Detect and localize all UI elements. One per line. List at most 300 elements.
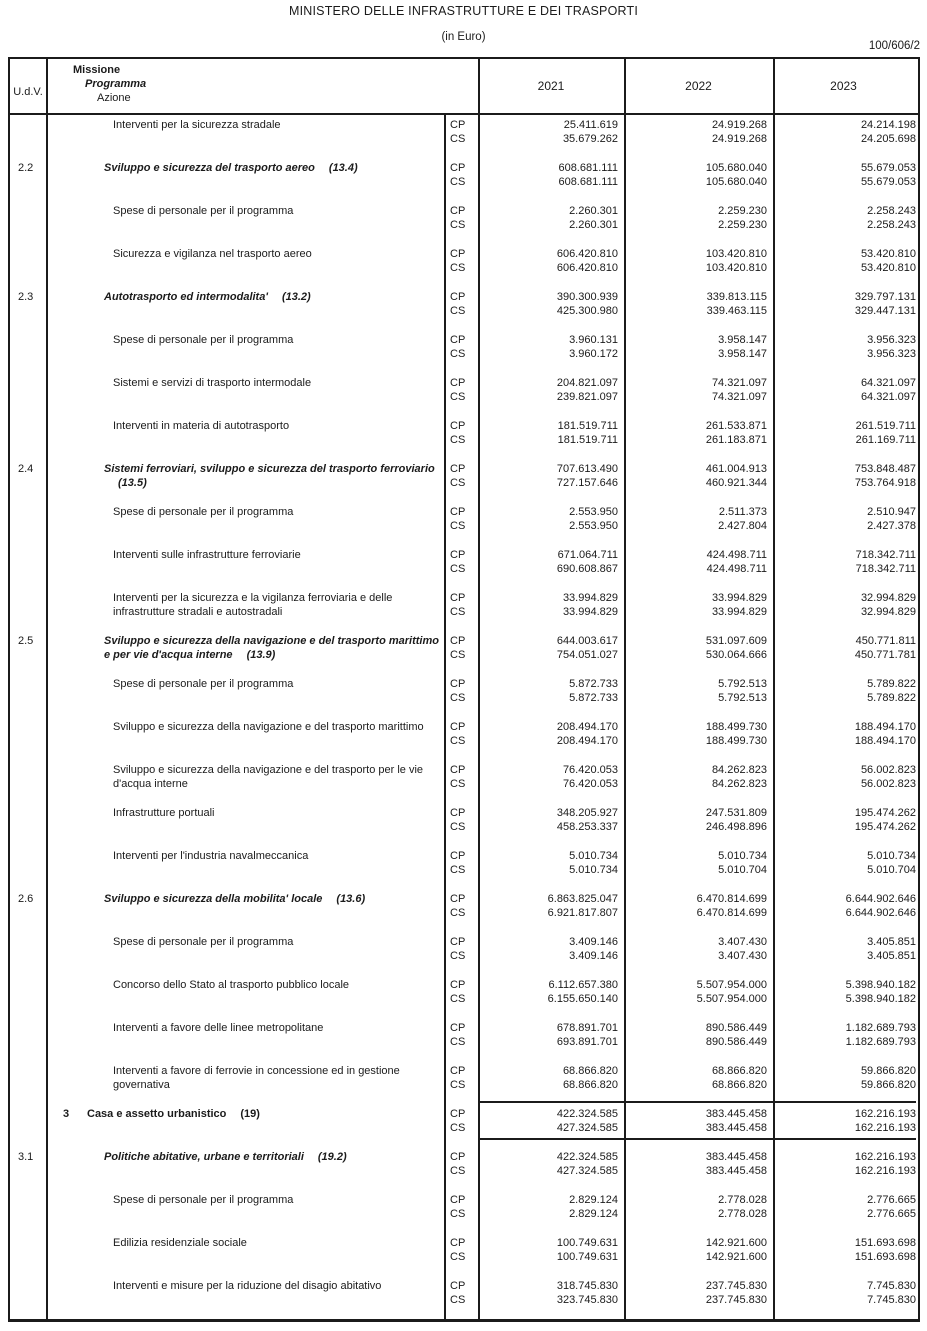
cp-cs-labels (450, 333, 480, 361)
value-cp-2022: 84.262.823 (711, 764, 767, 776)
value-column-2022 (624, 1236, 767, 1264)
udv-cell: 2.6 (18, 893, 34, 905)
cs-label: CS (450, 821, 466, 833)
value-cs-2021: 181.519.711 (557, 434, 618, 446)
value-cp-2023: 3.956.323 (867, 334, 916, 346)
value-cs-2023: 3.956.323 (867, 348, 916, 360)
row-label (113, 247, 433, 261)
row-label-text: Politiche abitative, urbane e territoriali (104, 1151, 304, 1163)
row-label (113, 763, 433, 791)
value-cp-2023: 753.848.487 (854, 463, 916, 475)
value-cs-2023: 162.216.193 (854, 1165, 916, 1177)
cp-cs-labels (450, 935, 480, 963)
table-row (10, 161, 918, 191)
cp-label: CP (450, 721, 466, 733)
value-column-2021 (478, 1064, 618, 1092)
table-row (10, 978, 918, 1008)
value-cs-2022: 3.407.430 (718, 950, 767, 962)
table-row (10, 634, 918, 664)
value-cp-2021: 6.863.825.047 (547, 893, 618, 905)
cp-label: CP (450, 334, 466, 346)
header-programma: Programma (85, 78, 147, 90)
row-label-text: Sviluppo e sicurezza del trasporto aereo (104, 162, 315, 174)
cs-label: CS (450, 1079, 466, 1091)
cp-label: CP (450, 936, 466, 948)
cp-label: CP (450, 506, 466, 518)
row-label (87, 1107, 437, 1121)
value-column-2023 (773, 376, 916, 404)
value-cs-2022: 68.866.820 (711, 1079, 767, 1091)
value-cp-2023: 2.510.947 (867, 506, 916, 518)
cp-cs-labels (450, 505, 480, 533)
value-column-2023 (773, 419, 916, 447)
cp-cs-labels (450, 806, 480, 834)
value-column-2021 (478, 892, 618, 920)
table-row (10, 892, 918, 922)
value-cs-2023: 2.776.665 (867, 1208, 916, 1220)
value-cp-2023: 5.789.822 (867, 678, 916, 690)
value-cs-2022: 339.463.115 (706, 305, 767, 317)
row-label-text: Sicurezza e vigilanza nel trasporto aereo (113, 248, 312, 260)
row-label (113, 1236, 433, 1250)
value-cs-2023: 56.002.823 (860, 778, 916, 790)
row-label (113, 419, 433, 433)
value-cs-2021: 754.051.027 (556, 649, 618, 661)
cp-label: CP (450, 979, 466, 991)
value-column-2022 (624, 204, 767, 232)
value-cp-2021: 68.866.820 (562, 1065, 618, 1077)
value-cp-2021: 671.064.711 (557, 549, 618, 561)
value-cs-2023: 188.494.170 (854, 735, 916, 747)
cs-label: CS (450, 262, 466, 274)
udv-cell: 2.4 (18, 463, 34, 475)
value-cp-2023: 53.420.810 (860, 248, 916, 260)
value-cp-2021: 76.420.053 (562, 764, 618, 776)
cs-label: CS (450, 907, 466, 919)
value-column-2021 (478, 161, 618, 189)
table-row (10, 204, 918, 234)
cp-label: CP (450, 1065, 466, 1077)
row-label-text: Interventi e misure per la riduzione del disagio abitativo (113, 1280, 382, 1292)
value-column-2021 (478, 1150, 618, 1178)
value-cs-2023: 753.764.918 (854, 477, 916, 489)
value-column-2023 (773, 763, 916, 791)
value-cs-2023: 2.258.243 (867, 219, 916, 231)
cp-label: CP (450, 420, 466, 432)
cp-label: CP (450, 549, 466, 561)
table-row (10, 1064, 918, 1094)
value-cp-2023: 64.321.097 (860, 377, 916, 389)
cp-label: CP (450, 1022, 466, 1034)
value-cp-2021: 204.821.097 (556, 377, 618, 389)
cp-label: CP (450, 1108, 466, 1120)
cp-cs-labels (450, 1279, 480, 1307)
value-column-2023 (773, 591, 916, 619)
row-label-text: Sviluppo e sicurezza della mobilita' locale (104, 893, 323, 905)
table-row (10, 806, 918, 836)
value-cp-2023: 5.398.940.182 (845, 979, 916, 991)
value-cs-2021: 68.866.820 (562, 1079, 618, 1091)
value-column-2021 (478, 548, 618, 576)
cs-label: CS (450, 391, 466, 403)
value-cs-2021: 239.821.097 (556, 391, 618, 403)
table-row (10, 1021, 918, 1051)
value-cp-2022: 74.321.097 (711, 377, 767, 389)
row-code: (19.2) (317, 1151, 347, 1163)
value-cs-2021: 727.157.646 (556, 477, 618, 489)
cp-label: CP (450, 1194, 466, 1206)
udv-cell: 2.2 (18, 162, 34, 174)
value-cs-2021: 208.494.170 (556, 735, 618, 747)
value-column-2022 (624, 247, 767, 275)
table-row (10, 849, 918, 879)
value-column-2021 (478, 1107, 618, 1135)
value-column-2023 (773, 720, 916, 748)
value-column-2023 (773, 677, 916, 705)
table-row (10, 376, 918, 406)
value-cp-2022: 383.445.458 (705, 1108, 767, 1120)
value-cp-2023: 2.258.243 (867, 205, 916, 217)
value-cs-2022: 6.470.814.699 (696, 907, 767, 919)
document-title: MINISTERO DELLE INFRASTRUTTURE E DEI TRASPORTI (288, 4, 639, 18)
value-column-2022 (624, 333, 767, 361)
value-cs-2022: 188.499.730 (705, 735, 767, 747)
value-cp-2021: 181.519.711 (557, 420, 618, 432)
cs-label: CS (450, 864, 466, 876)
value-column-2022 (624, 419, 767, 447)
row-label-text: Sviluppo e sicurezza della navigazione e del trasporto marittimo e per vie d'acqua interne (104, 635, 439, 661)
value-column-2023 (773, 1236, 916, 1264)
value-cp-2022: 105.680.040 (705, 162, 767, 174)
row-label (104, 634, 440, 662)
value-cp-2022: 383.445.458 (705, 1151, 767, 1163)
value-cs-2022: 105.680.040 (705, 176, 767, 188)
table-row (10, 1279, 918, 1309)
cp-label: CP (450, 764, 466, 776)
value-column-2022 (624, 1150, 767, 1178)
row-label-text: Spese di personale per il programma (113, 678, 294, 690)
value-cs-2023: 718.342.711 (855, 563, 916, 575)
cs-label: CS (450, 778, 466, 790)
value-cs-2021: 608.681.111 (558, 176, 618, 188)
value-cs-2023: 3.405.851 (867, 950, 916, 962)
value-column-2022 (624, 462, 767, 490)
value-cs-2023: 59.866.820 (860, 1079, 916, 1091)
cp-label: CP (450, 248, 466, 260)
cp-cs-labels (450, 161, 480, 189)
cp-label: CP (450, 1151, 466, 1163)
table-row (10, 333, 918, 363)
value-column-2022 (624, 118, 767, 146)
cs-label: CS (450, 520, 466, 532)
value-column-2022 (624, 376, 767, 404)
row-code: (13.6) (336, 893, 366, 905)
header-missione: Missione (73, 64, 121, 76)
value-cp-2021: 25.411.619 (563, 119, 618, 131)
value-cp-2021: 644.003.617 (556, 635, 618, 647)
cp-label: CP (450, 377, 466, 389)
value-cp-2022: 5.507.954.000 (696, 979, 767, 991)
value-column-2022 (624, 161, 767, 189)
value-cs-2023: 5.789.822 (867, 692, 916, 704)
value-column-2022 (624, 548, 767, 576)
cp-label: CP (450, 592, 466, 604)
value-cs-2021: 2.260.301 (569, 219, 618, 231)
value-column-2023 (773, 505, 916, 533)
header-azione: Azione (97, 92, 131, 104)
value-cs-2022: 24.919.268 (711, 133, 767, 145)
document-code: 100/606/2 (868, 40, 920, 52)
value-column-2022 (624, 677, 767, 705)
row-label (113, 1064, 433, 1092)
value-cp-2022: 247.531.809 (705, 807, 767, 819)
value-cp-2023: 261.519.711 (855, 420, 916, 432)
cp-cs-labels (450, 462, 480, 490)
cp-label: CP (450, 678, 466, 690)
value-column-2023 (773, 978, 916, 1006)
value-column-2022 (624, 1193, 767, 1221)
table-row (10, 1150, 918, 1180)
value-column-2021 (478, 505, 618, 533)
value-column-2023 (773, 290, 916, 318)
value-cs-2022: 5.507.954.000 (696, 993, 767, 1005)
value-cp-2022: 261.533.871 (705, 420, 767, 432)
value-cp-2023: 1.182.689.793 (845, 1022, 916, 1034)
value-cs-2021: 6.921.817.807 (547, 907, 618, 919)
cp-label: CP (450, 162, 466, 174)
value-cs-2022: 3.958.147 (718, 348, 767, 360)
value-cp-2022: 2.259.230 (718, 205, 767, 217)
cs-label: CS (450, 950, 466, 962)
udv-cell: 2.3 (18, 291, 34, 303)
value-cs-2023: 24.205.698 (860, 133, 916, 145)
value-cp-2023: 7.745.830 (867, 1280, 916, 1292)
value-cs-2022: 103.420.810 (705, 262, 767, 274)
table-row (10, 677, 918, 707)
value-column-2021 (478, 634, 618, 662)
value-cs-2022: 237.745.830 (705, 1294, 767, 1306)
value-column-2023 (773, 161, 916, 189)
cs-label: CS (450, 1122, 466, 1134)
cs-label: CS (450, 305, 466, 317)
value-column-2021 (478, 720, 618, 748)
cs-label: CS (450, 133, 466, 145)
table-body (10, 59, 918, 1319)
table-row (10, 419, 918, 449)
value-column-2022 (624, 892, 767, 920)
value-cs-2022: 460.921.344 (705, 477, 767, 489)
value-cp-2023: 6.644.902.646 (845, 893, 916, 905)
table-row (10, 1193, 918, 1223)
value-column-2023 (773, 935, 916, 963)
value-column-2021 (478, 118, 618, 146)
row-label-text: Edilizia residenziale sociale (113, 1237, 247, 1249)
value-column-2021 (478, 849, 618, 877)
row-label (104, 1150, 440, 1164)
cs-label: CS (450, 735, 466, 747)
value-cs-2022: 5.010.704 (718, 864, 767, 876)
row-label-text: Spese di personale per il programma (113, 205, 294, 217)
cp-label: CP (450, 463, 466, 475)
value-cp-2023: 188.494.170 (854, 721, 916, 733)
row-label (113, 548, 433, 562)
value-cs-2021: 3.960.172 (569, 348, 618, 360)
cp-cs-labels (450, 204, 480, 232)
value-column-2022 (624, 1279, 767, 1307)
value-cp-2021: 422.324.585 (556, 1108, 618, 1120)
value-cs-2023: 450.771.781 (854, 649, 916, 661)
row-label-text: Interventi per la sicurezza e la vigilanza ferroviaria e delle infrastrutture stradali e autostradali (113, 592, 393, 618)
cs-label: CS (450, 993, 466, 1005)
value-cs-2021: 3.409.146 (569, 950, 618, 962)
value-cs-2022: 530.064.666 (705, 649, 767, 661)
row-code: (13.2) (281, 291, 311, 303)
value-cs-2023: 261.169.711 (855, 434, 916, 446)
value-cp-2021: 5.010.734 (569, 850, 618, 862)
value-column-2023 (773, 1150, 916, 1178)
value-cs-2021: 76.420.053 (562, 778, 618, 790)
value-column-2021 (478, 376, 618, 404)
row-label-text: Interventi in materia di autotrasporto (113, 420, 290, 432)
table-row (10, 118, 918, 148)
row-label-text: Spese di personale per il programma (113, 936, 294, 948)
value-cs-2023: 6.644.902.646 (845, 907, 916, 919)
value-cs-2021: 6.155.650.140 (547, 993, 618, 1005)
value-column-2021 (478, 204, 618, 232)
budget-table (8, 57, 920, 1322)
value-cp-2022: 24.919.268 (711, 119, 767, 131)
cp-cs-labels (450, 1107, 480, 1135)
value-column-2021 (478, 591, 618, 619)
value-column-2021 (478, 1193, 618, 1221)
value-cp-2021: 606.420.810 (556, 248, 618, 260)
cp-label: CP (450, 635, 466, 647)
row-label-text: Interventi per l'industria navalmeccanica (113, 850, 309, 862)
row-label (113, 978, 433, 992)
value-column-2021 (478, 935, 618, 963)
row-label (113, 505, 433, 519)
value-column-2023 (773, 634, 916, 662)
row-label (104, 290, 440, 304)
value-cs-2023: 195.474.262 (854, 821, 916, 833)
row-label (113, 118, 433, 132)
value-cp-2021: 2.260.301 (569, 205, 618, 217)
header-udv: U.d.V. (13, 86, 43, 98)
cp-label: CP (450, 291, 466, 303)
value-column-2023 (773, 204, 916, 232)
cs-label: CS (450, 649, 466, 661)
cp-cs-labels (450, 376, 480, 404)
value-cs-2021: 5.010.734 (569, 864, 618, 876)
mission-number: 3 (63, 1108, 70, 1120)
row-label (113, 806, 433, 820)
row-label (113, 376, 433, 390)
value-column-2022 (624, 290, 767, 318)
cs-label: CS (450, 1208, 466, 1220)
value-column-2022 (624, 978, 767, 1006)
cs-label: CS (450, 606, 466, 618)
value-cs-2021: 693.891.701 (556, 1036, 618, 1048)
value-cs-2022: 890.586.449 (705, 1036, 767, 1048)
row-code: (13.4) (328, 162, 358, 174)
value-cs-2022: 261.183.871 (705, 434, 767, 446)
value-cs-2022: 5.792.513 (718, 692, 767, 704)
value-cp-2023: 162.216.193 (854, 1108, 916, 1120)
value-cp-2021: 707.613.490 (556, 463, 618, 475)
value-cp-2021: 2.829.124 (569, 1194, 618, 1206)
row-label (113, 333, 433, 347)
table-row (10, 290, 918, 320)
value-cs-2023: 162.216.193 (854, 1122, 916, 1134)
row-label-text: Sviluppo e sicurezza della navigazione e del trasporto marittimo (113, 721, 424, 733)
row-label (113, 1279, 433, 1293)
value-cp-2022: 5.010.734 (718, 850, 767, 862)
value-cs-2021: 5.872.733 (569, 692, 618, 704)
value-cp-2021: 6.112.657.380 (548, 979, 618, 991)
value-cs-2021: 427.324.585 (556, 1165, 618, 1177)
cp-cs-labels (450, 720, 480, 748)
row-label (113, 204, 433, 218)
value-cs-2023: 55.679.053 (860, 176, 916, 188)
value-column-2022 (624, 806, 767, 834)
value-cp-2021: 2.553.950 (569, 506, 618, 518)
row-label-text: Interventi a favore delle linee metropolitane (113, 1022, 324, 1034)
header-year-2022: 2022 (685, 79, 712, 93)
value-cp-2023: 162.216.193 (854, 1151, 916, 1163)
value-cs-2022: 142.921.600 (705, 1251, 767, 1263)
value-cs-2021: 425.300.980 (556, 305, 618, 317)
cp-cs-labels (450, 763, 480, 791)
table-row (10, 720, 918, 750)
value-column-2022 (624, 1021, 767, 1049)
cp-label: CP (450, 1237, 466, 1249)
cp-cs-labels (450, 548, 480, 576)
value-cs-2021: 606.420.810 (556, 262, 618, 274)
value-cp-2022: 3.407.430 (718, 936, 767, 948)
value-cs-2023: 329.447.131 (854, 305, 916, 317)
value-column-2021 (478, 333, 618, 361)
row-label-text: Spese di personale per il programma (113, 1194, 294, 1206)
cp-cs-labels (450, 247, 480, 275)
row-label-text: Sistemi e servizi di trasporto intermodale (113, 377, 312, 389)
value-cp-2022: 188.499.730 (705, 721, 767, 733)
cp-cs-labels (450, 1021, 480, 1049)
value-column-2023 (773, 1193, 916, 1221)
value-cp-2022: 33.994.829 (711, 592, 767, 604)
value-column-2023 (773, 118, 916, 146)
value-cs-2022: 84.262.823 (711, 778, 767, 790)
value-cs-2021: 458.253.337 (556, 821, 618, 833)
value-cs-2022: 33.994.829 (711, 606, 767, 618)
table-row (10, 462, 918, 492)
value-column-2023 (773, 806, 916, 834)
value-cs-2022: 383.445.458 (705, 1165, 767, 1177)
value-column-2021 (478, 290, 618, 318)
value-cs-2021: 35.679.262 (562, 133, 618, 145)
row-label-text: Infrastrutture portuali (113, 807, 215, 819)
table-row (10, 1236, 918, 1266)
value-column-2021 (478, 978, 618, 1006)
value-cp-2022: 68.866.820 (711, 1065, 767, 1077)
value-cp-2022: 890.586.449 (705, 1022, 767, 1034)
cs-label: CS (450, 1165, 466, 1177)
value-cp-2022: 531.097.609 (705, 635, 767, 647)
value-cs-2023: 5.010.704 (867, 864, 916, 876)
cs-label: CS (450, 1251, 466, 1263)
value-cp-2021: 33.994.829 (562, 592, 618, 604)
value-cp-2022: 5.792.513 (718, 678, 767, 690)
row-label (104, 892, 440, 906)
